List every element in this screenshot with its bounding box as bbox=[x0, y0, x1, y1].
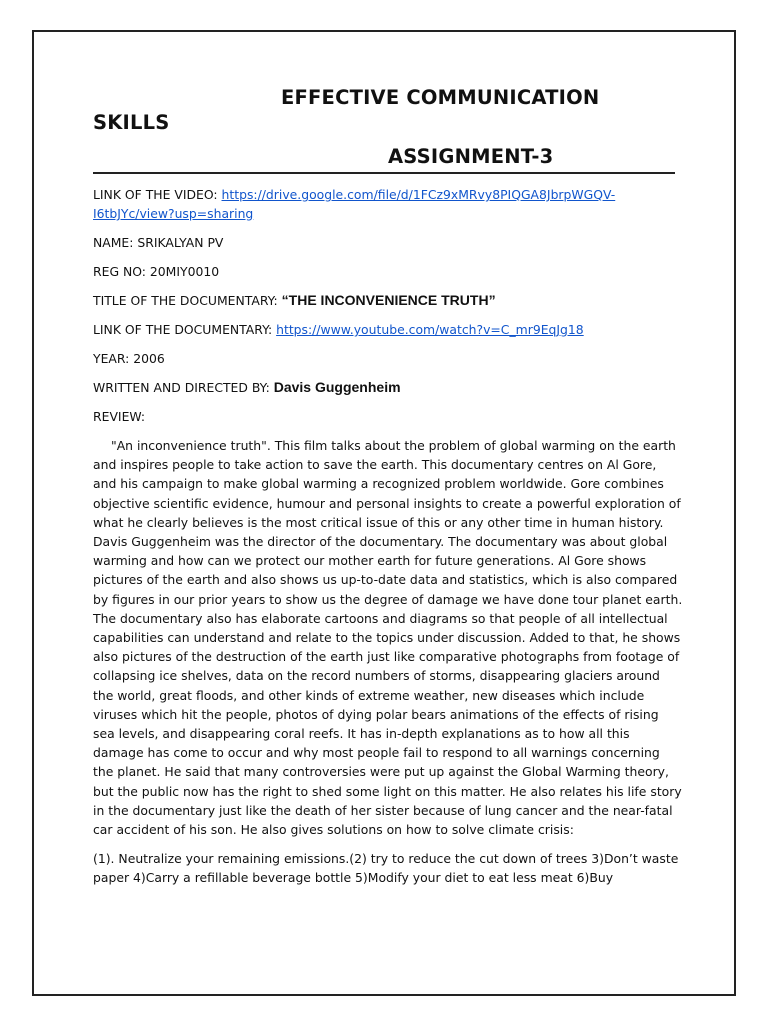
review-heading: REVIEW: bbox=[93, 409, 146, 424]
title-line-2: SKILLS bbox=[93, 111, 170, 134]
document-body bbox=[93, 84, 683, 888]
video-link-label: LINK OF THE VIDEO: bbox=[93, 187, 222, 202]
documentary-title-value: “THE INCONVENIENCE TRUTH” bbox=[281, 292, 496, 308]
title-line-3: ASSIGNMENT-3 bbox=[388, 145, 554, 168]
name-value: SRIKALYAN PV bbox=[137, 235, 224, 250]
title-line-1: EFFECTIVE COMMUNICATION bbox=[281, 86, 600, 109]
reg-no-field bbox=[93, 262, 683, 281]
video-link[interactable]: https://drive.google.com/file/d/1FCz9xMRvy8PIQGA8JbrpWGQV-I6tbJYc/view?usp=sharing bbox=[93, 187, 616, 221]
documentary-title-label: TITLE OF THE DOCUMENTARY: bbox=[93, 293, 282, 308]
documentary-title-field bbox=[93, 291, 683, 310]
solutions-paragraph: (1). Neutralize your remaining emissions.(2) try to reduce the cut down of trees 3)Don’t waste paper 4)Carry a refillable beverage bottle 5)Modify your diet to eat less meat 6)Buy bbox=[93, 851, 679, 886]
director-value: Davis Guggenheim bbox=[273, 379, 401, 395]
year-label: YEAR: bbox=[93, 351, 134, 366]
name-field bbox=[93, 233, 683, 252]
documentary-link-field bbox=[93, 320, 683, 339]
year-field bbox=[93, 349, 683, 368]
reg-no-label: REG NO: bbox=[93, 264, 150, 279]
documentary-link[interactable]: https://www.youtube.com/watch?v=C_mr9EqJg18 bbox=[276, 322, 584, 337]
reg-no-value: 20MIY0010 bbox=[149, 264, 220, 279]
director-field bbox=[93, 378, 683, 397]
review-text: "An inconvenience truth". This film talks about the problem of global warming on the earth and inspires people to take action to save the earth. This documentary centres on Al Gore, and his campaign to make global warming a recognized problem worldwide. Gore combines objective scientific evidence, humour and personal insights to create a powerful exploration of what he clearly believes is the most critical issue of this or any other time in human history. Davis Guggenheim was the director of the documentary. The documentary was about global warming and how can we protect our mother earth for future generations. Al Gore shows pictures of the earth and also shows us up-to-date data and statistics, which is also compared by figures in our prior years to show us the degree of damage we have done tour planet earth. The documentary also has elaborate cartoons and diagrams so that people of all intellectual capabilities can understand and relate to the topics under discussion. Added to that, he shows also pictures of the destruction of the earth just like comparative photographs from footage of collapsing ice shelves, data on the record numbers of storms, disappearing glaciers around the world, great floods, and other kinds of extreme weather, new diseases which include viruses which hit the people, photos of dying polar bears animations of the effects of rising sea levels, and disappearing coral reefs. It has in-depth explanations as to how all this damage has come to occur and why most people fail to respond to all warnings concerning the planet. He said that many controversies were put up against the Global Warming theory, but the public now has the right to shed some light on this matter. He also relates his life story in the documentary just like the death of her sister because of lung cancer and the near-fatal car accident of his son. He also gives solutions on how to solve climate crisis: bbox=[93, 438, 683, 838]
director-label: WRITTEN AND DIRECTED BY: bbox=[93, 380, 274, 395]
review-paragraph bbox=[93, 436, 683, 839]
year-value: 2006 bbox=[133, 351, 165, 366]
documentary-link-label: LINK OF THE DOCUMENTARY: bbox=[93, 322, 277, 337]
video-link-field bbox=[93, 185, 683, 223]
title-divider bbox=[93, 172, 675, 174]
name-label: NAME: bbox=[93, 235, 138, 250]
